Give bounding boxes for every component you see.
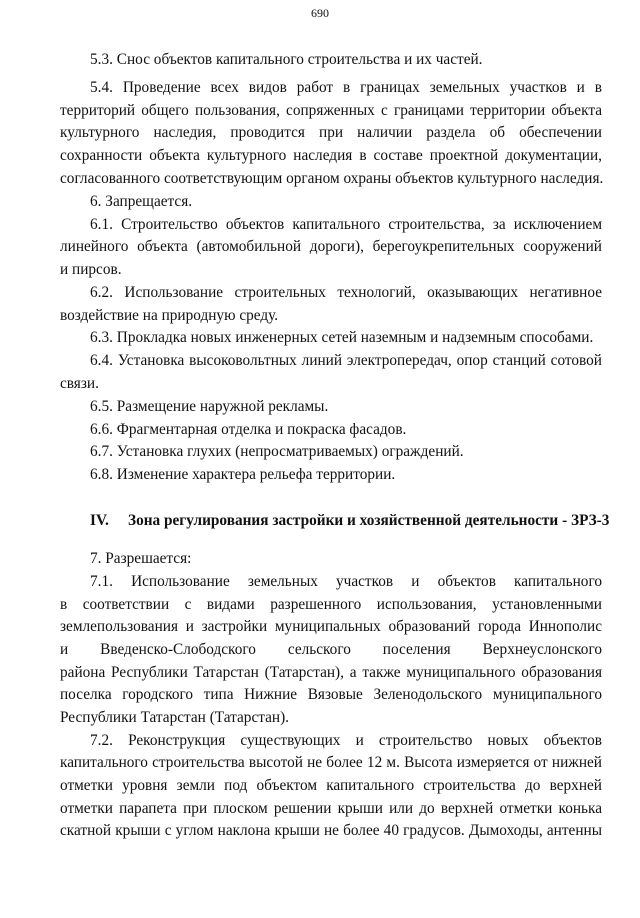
paragraph-6-1-line: 6.1. Строительство объектов капитального строительства, за исключением: [90, 216, 602, 233]
paragraph-7-1-line: в соответствии с видами разрешенного использования, установленными: [60, 596, 602, 613]
paragraph-7-2-line: отметки уровня земли под объектом капитального строительства до верхней: [60, 777, 602, 794]
paragraph-7-2-line: отметки парапета при плоском решении крыши или до верхней отметки конька: [60, 800, 602, 817]
paragraph-6-4-line: 6.4. Установка высоковольтных линий электропередач, опор станций сотовой: [90, 352, 602, 369]
paragraph-7-1-line: поселка городского типа Нижние Вязовые Зеленодольского муниципального: [60, 686, 602, 703]
paragraph-7-2-line: 7.2. Реконструкция существующих и строительство новых объектов: [90, 732, 602, 749]
paragraph-7-1-line: 7.1. Использование земельных участков и объектов капитального: [90, 573, 602, 590]
paragraph-6-2-line: 6.2. Использование строительных технологий, оказывающих негативное: [90, 284, 602, 301]
paragraph-5-3: 5.3. Снос объектов капитального строительства и их частей.: [90, 51, 483, 68]
paragraph-7-1-line: землепользования и застройки муниципальных образований города Иннополис: [60, 618, 602, 635]
paragraph-5-4-line: согласованного соответствующим органом охраны объектов культурного наследия.: [60, 170, 604, 187]
paragraph-6: 6. Запрещается.: [90, 193, 193, 210]
paragraph-6-8: 6.8. Изменение характера рельефа территории.: [90, 466, 396, 483]
paragraph-5-4-line: сохранности объекта культурного наследия в составе проектной документации,: [60, 147, 602, 164]
paragraph-5-4-line: 5.4. Проведение всех видов работ в границах земельных участков и в: [90, 79, 602, 96]
paragraph-6-1-line: и пирсов.: [60, 261, 122, 278]
paragraph-6-4-line: связи.: [60, 375, 99, 392]
paragraph-6-7: 6.7. Установка глухих (непросматриваемых) ограждений.: [90, 443, 464, 460]
paragraph-7-1-line: района Республики Татарстан (Татарстан), а также муниципального образования: [60, 664, 602, 681]
paragraph-5-4-line: территорий общего пользования, сопряженных с границами территории объекта: [60, 102, 602, 119]
paragraph-6-2-line: воздействие на природную среду.: [60, 307, 279, 324]
paragraph-7-2-line: скатной крыши с углом наклона крыши не более 40 градусов. Дымоходы, антенны: [60, 822, 602, 839]
paragraph-6-1-line: линейного объекта (автомобильной дороги), берегоукрепительных сооружений: [60, 238, 602, 255]
paragraph-6-6: 6.6. Фрагментарная отделка и покраска фасадов.: [90, 421, 407, 438]
paragraph-7: 7. Разрешается:: [90, 550, 192, 567]
section-numeral: IV.: [90, 512, 109, 529]
paragraph-7-2-line: капитального строительства высотой не более 12 м. Высота измеряется от нижней: [60, 754, 602, 771]
paragraph-6-5: 6.5. Размещение наружной рекламы.: [90, 398, 329, 415]
section-title: Зона регулирования застройки и хозяйственной деятельности - ЗРЗ-3: [128, 512, 610, 529]
paragraph-5-4-line: культурного наследия, проводится при наличии раздела об обеспечении: [60, 124, 602, 141]
paragraph-7-1-line: Республики Татарстан (Татарстан).: [60, 709, 290, 726]
paragraph-6-3: 6.3. Прокладка новых инженерных сетей наземным и надземным способами.: [90, 329, 594, 346]
paragraph-7-1-line: и Введенско-Слободского сельского поселения Верхнеуслонского: [60, 641, 602, 658]
page-number: 690: [311, 6, 329, 20]
